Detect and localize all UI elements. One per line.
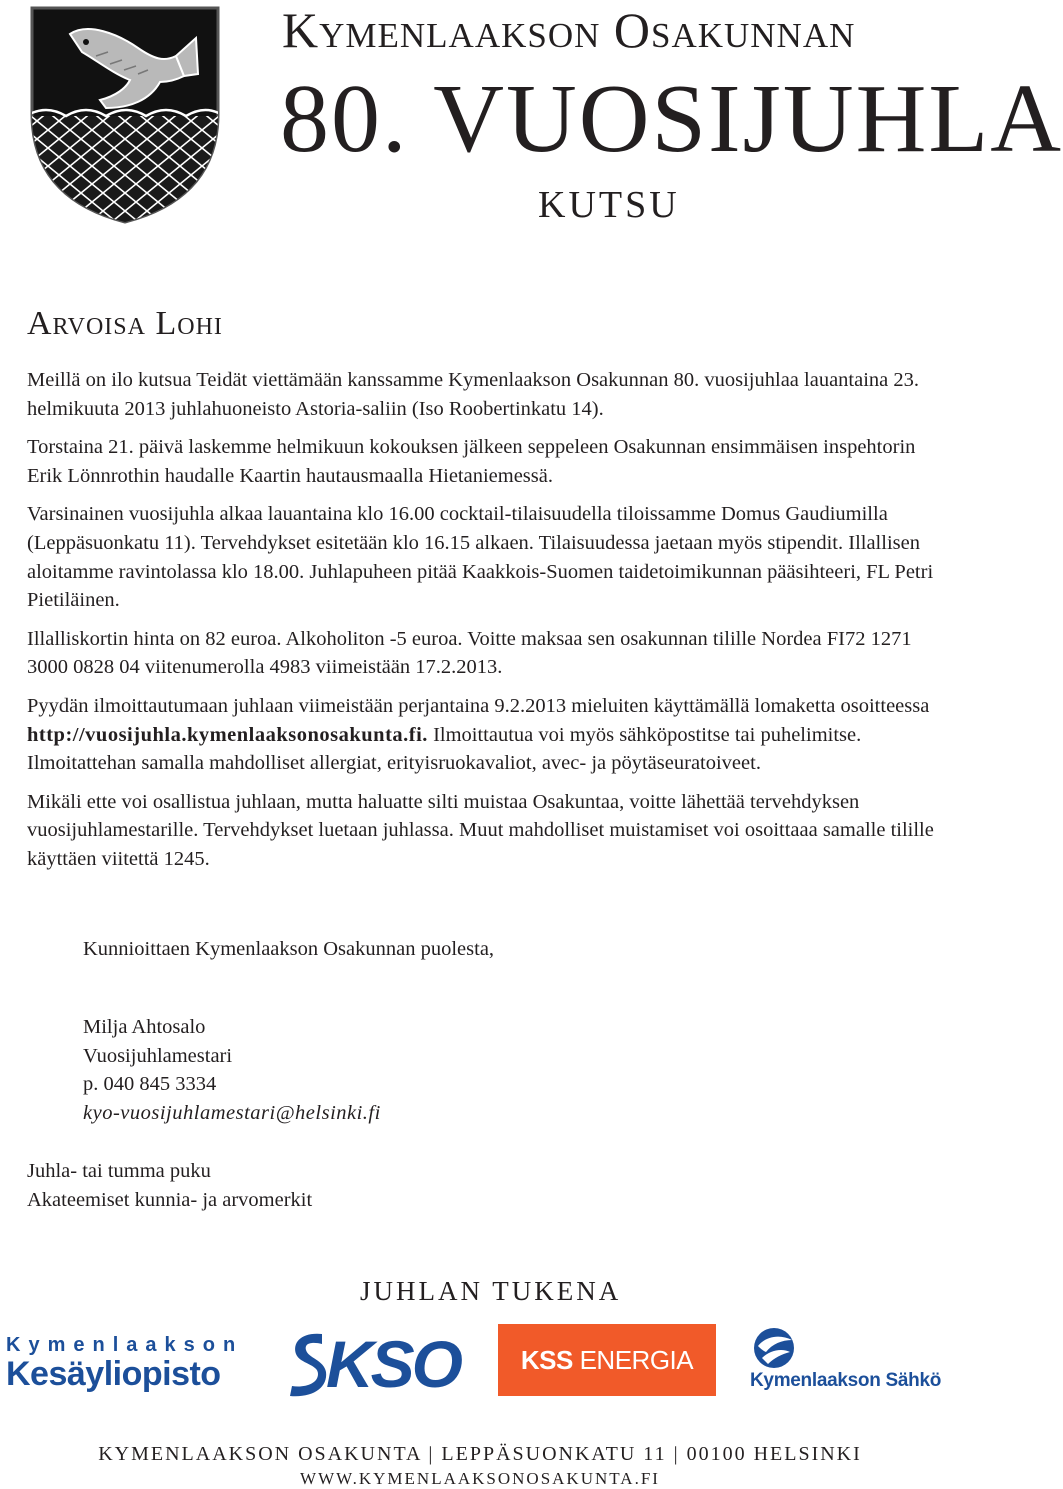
invitation-label: KUTSU [538, 184, 680, 226]
sponsor-energia-text: ENERGIA [572, 1344, 694, 1375]
registration-text-before: Pyydän ilmoittautumaan juhlaan viimeistään perjantaina 9.2.2013 mieluiten käyttämällä lomaketta osoitteessa [27, 694, 930, 717]
footer-website-link[interactable]: WWW.KYMENLAAKSONOSAKUNTA.FI [300, 1469, 660, 1488]
signer-phone: p. 040 845 3334 [83, 1073, 217, 1096]
sponsor-kso-text: KSO [326, 1327, 461, 1401]
signer-name: Milja Ahtosalo [83, 1016, 206, 1038]
signer-email[interactable]: kyo-vuosijuhlamestari@helsinki.fi [83, 1101, 381, 1124]
event-title-line2: 80. VUOSIJUHLA [280, 65, 1063, 173]
sponsors-heading: JUHLAN TUKENA [360, 1276, 622, 1306]
sponsor-sahko-text: Kymenlaakson Sähkö [750, 1370, 942, 1391]
salutation: Arvoisa Lohi [27, 305, 223, 342]
coat-of-arms-salmon-icon [26, 4, 224, 226]
paragraph-price: Illalliskortin hinta on 82 euroa. Alkoholiton -5 euroa. Voitte maksaa sen osakunnan tilille Nordea FI72 1271 3000 0828 04 viitenumerolla 4983 viimeistään 17.2.2013. [27, 627, 912, 679]
sponsor-kss-energia-logo [498, 1324, 716, 1396]
paragraph-programme: Varsinainen vuosijuhla alkaa lauantaina klo 16.00 cocktail-tilaisuudella tiloissamme Domus Gaudiumilla (Leppäsuonkatu 11). Tervehdykset esitetään klo 16.15 alkaen. Tilaisuudessa jaetaan myös stipendit. Illallisen aloitamme ravintolassa klo 18.00. Juhlapuheen pitää Kaakkois-Suomen taidetoimikunnan pääsihteeri, FL Petri Pietiläinen. [27, 503, 934, 612]
sahko-globe-icon [752, 1326, 796, 1370]
dress-code-line1: Juhla- tai tumma puku [27, 1160, 211, 1182]
event-title-line1: Kymenlaakson Osakunnan [282, 2, 856, 58]
invitation-body [27, 366, 947, 884]
sponsor-kesayliopisto-main: Kesäyliopisto [6, 1355, 221, 1393]
sponsor-kesayliopisto-logo [6, 1334, 244, 1394]
closing-line: Kunnioittaen Kymenlaakson Osakunnan puolesta, [83, 938, 495, 960]
sponsor-kymenlaakson-sahko-logo [750, 1326, 960, 1396]
paragraph-wreath: Torstaina 21. päivä laskemme helmikuun kokouksen jälkeen seppeleen Osakunnan ensimmäisen inspehtorin Erik Lönnrothin haudalle Kaartin hautausmaalla Hietaniemessä. [27, 436, 916, 487]
signature-block [83, 1013, 381, 1127]
sponsor-kss-text: KSS [520, 1344, 573, 1375]
sponsor-kso-logo [288, 1327, 461, 1401]
registration-link[interactable]: http://vuosijuhla.kymenlaaksonosakunta.fi. [27, 723, 428, 746]
paragraph-intro: Meillä on ilo kutsua Teidät viettämään kanssamme Kymenlaakson Osakunnan 80. vuosijuhlaa lauantaina 23. helmikuuta 2013 juhlahuoneisto Astoria-saliin (Iso Roobertinkatu 14). [27, 369, 920, 420]
signer-role: Vuosijuhlamestari [83, 1044, 233, 1067]
footer-address: KYMENLAAKSON OSAKUNTA | LEPPÄSUONKATU 11 | 00100 HELSINKI [98, 1443, 862, 1465]
paragraph-greetings: Mikäli ette voi osallistua juhlaan, mutta haluatte silti muistaa Osakuntaa, voitte lähettää tervehdyksen vuosijuhlamestarille. Tervehdykset luetaan juhlassa. Muut mahdolliset muistamiset voi osoittaaa samalle tilille käyttäen viitettä 1245. [27, 790, 934, 870]
registration-text-after: Ilmoittautua voi myös sähköpostitse tai puhelimitse. Ilmoitattehan samalla mahdolliset allergiat, erityisruokavaliot, avec- ja pöytäseuratoiveet. [27, 723, 862, 775]
paragraph-registration [27, 692, 947, 778]
dress-code-line2: Akateemiset kunnia- ja arvomerkit [27, 1188, 313, 1211]
sponsor-kesayliopisto-top: Kymenlaakson [6, 1334, 244, 1356]
dress-code [27, 1157, 312, 1214]
